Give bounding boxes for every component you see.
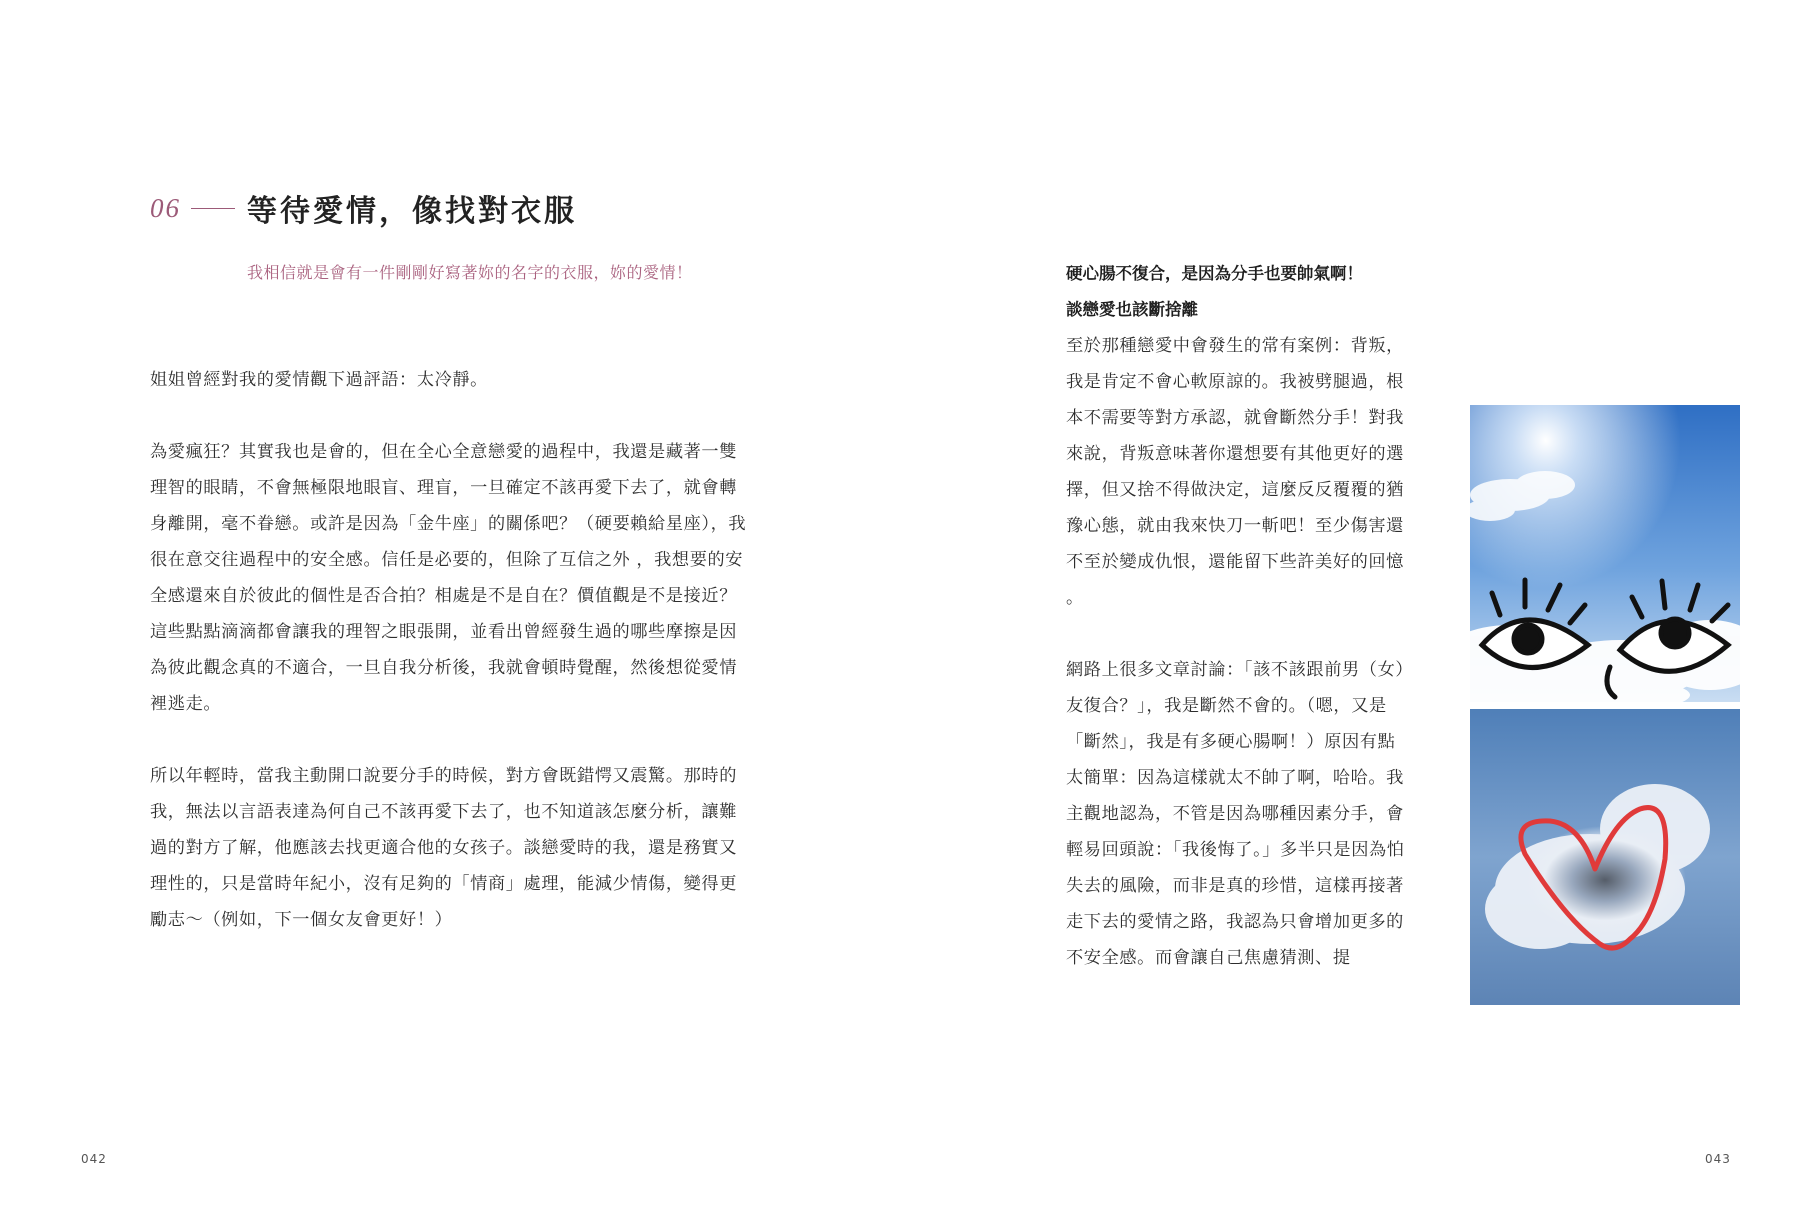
paragraph: 姐姐曾經對我的愛情觀下過評語：太冷靜。: [150, 370, 488, 390]
page-number-right: 043: [1705, 1152, 1731, 1166]
chapter-number: 06: [150, 192, 181, 223]
page-number-left: 042: [81, 1152, 107, 1166]
right-body-text: [1066, 328, 1412, 1012]
section-heading: [1066, 256, 1426, 328]
chapter-title: 等待愛情，像找對衣服: [247, 194, 577, 229]
paragraph: 網路上很多文章討論：「該不該跟前男（女）友復合？」，我是斷然不會的。（嗯，又是「斷然」，我是有多硬心腸啊！）原因有點太簡單：因為這樣就太不帥了啊，哈哈。我主觀地認為，不管是因為哪種因素分手，會輕易回頭說：「我後悔了。」多半只是因為怕失去的風險，而非是真的珍惜，這樣再接著走下去的愛情之路，我認為只會增加更多的不安全感。而會讓自己焦慮猜測、提: [1066, 660, 1405, 968]
paragraph: 為愛瘋狂？其實我也是會的，但在全心全意戀愛的過程中，我還是藏著一雙理智的眼睛，不會無極限地眼盲、理盲，一旦確定不該再愛下去了，就會轉身離開，毫不眷戀。或許是因為「金牛座」的關係吧？（硬要賴給星座），我很在意交往過程中的安全感。信任是必要的，但除了互信之外 ，我想要的安全感還來自於彼此的個性是否合拍？相處是不是自在？價值觀是不是接近？這些點點滴滴都會讓我的理智之眼張開，並看出曾經發生過的哪些摩擦是因為彼此觀念真的不適合，一旦自我分析後，我就會頓時覺醒，然後想從愛情裡逃走。: [150, 442, 747, 714]
paragraph: 所以年輕時，當我主動開口說要分手的時候，對方會既錯愕又震驚。那時的我，無法以言語表達為何自己不該再愛下去了，也不知道該怎麼分析，讓難過的對方了解，他應該去找更適合他的女孩子。談戀愛時的我，還是務實又理性的，只是當時年紀小，沒有足夠的「情商」處理，能減少情傷，變得更勵志～（例如，下一個女友會更好！）: [150, 766, 737, 930]
paragraph: 至於那種戀愛中會發生的常有案例：背叛，我是肯定不會心軟原諒的。我被劈腿過，根本不需要等對方承認，就會斷然分手！對我來說，背叛意味著你還想要有其他更好的選擇，但又捨不得做決定，這麼反反覆覆的猶豫心態，就由我來快刀一斬吧！至少傷害還不至於變成仇恨，還能留下些許美好的回憶 。: [1066, 336, 1404, 608]
sky-eyes-photo: [1470, 405, 1740, 702]
chapter-heading: [150, 186, 577, 230]
section-heading-line: 談戀愛也該斷捨離: [1066, 300, 1198, 319]
epigraph: 我相信就是會有一件剛剛好寫著妳的名字的衣服，妳的愛情！: [247, 263, 693, 282]
right-page: [900, 0, 1800, 1218]
left-body-text: [150, 362, 750, 974]
chapter-dash: [191, 208, 235, 209]
cloud-heart-photo: [1470, 709, 1740, 1005]
section-heading-line: 硬心腸不復合，是因為分手也要帥氣啊！: [1066, 264, 1363, 283]
